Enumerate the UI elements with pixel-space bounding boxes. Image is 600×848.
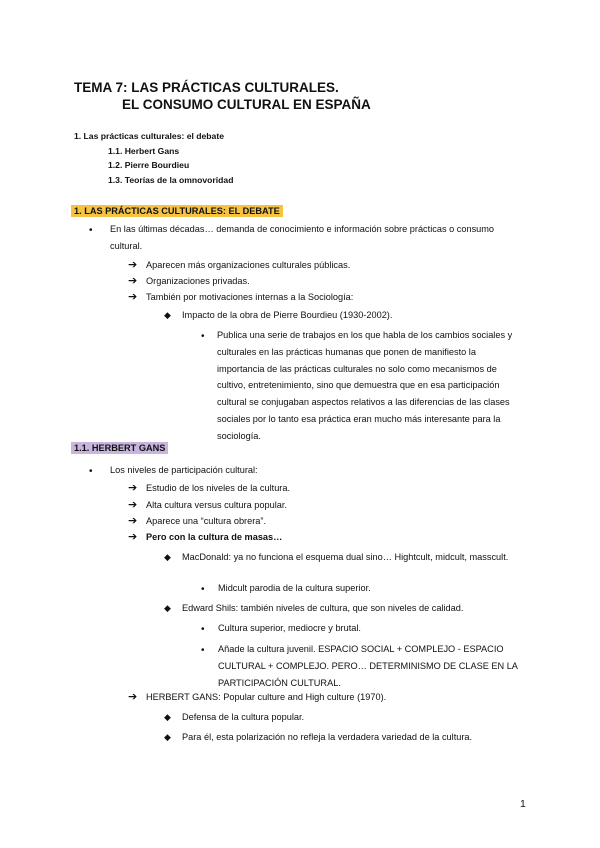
section-1-arrow-3: También por motivaciones internas a la Sociología:	[146, 292, 354, 302]
section-1-heading: 1. LAS PRÁCTICAS CULTURALES: EL DEBATE	[71, 205, 283, 217]
macdonald-text: MacDonald: ya no funciona el esquema dual sino… Hightcult, midcult, masscult.	[182, 552, 509, 562]
page-number: 1	[520, 798, 526, 810]
section-1-1-arrow-2: Alta cultura versus cultura popular.	[146, 500, 287, 510]
diamond-bullet-icon: ◆	[164, 310, 171, 320]
section-1-1-arrow-4: Pero con la cultura de masas…	[146, 532, 283, 542]
title-line-2: EL CONSUMO CULTURAL EN ESPAÑA	[122, 97, 371, 112]
arrow-icon: ➔	[128, 499, 138, 511]
bullet-icon: •	[201, 584, 205, 595]
diamond-bullet-icon: ◆	[164, 603, 171, 613]
arrow-icon: ➔	[128, 691, 138, 703]
shils-sub-1: Cultura superior, mediocre y brutal.	[218, 623, 361, 633]
section-1-1-heading: 1.1. HERBERT GANS	[71, 442, 168, 454]
bullet-icon: •	[201, 645, 205, 656]
arrow-icon: ➔	[128, 291, 138, 303]
section-1-1-bullet-text: Los niveles de participación cultural:	[110, 465, 258, 475]
midcult-text: Midcult parodia de la cultura superior.	[218, 583, 371, 593]
arrow-icon: ➔	[128, 259, 138, 271]
gans-arrow-text: HERBERT GANS: Popular culture and High culture (1970).	[146, 692, 387, 702]
section-1-sub-paragraph: Publica una serie de trabajos en los que habla de los cambios sociales y culturales en las prácticas humanas que ponen de manifiesto la importancia de las prácticas culturales no solo como mecanismos de cultivo, entretenimiento, sino que demuestra que en esa participación cultural se conjugaban aspectos relativos a las diferencias de las clases sociales por lo tanto esa práctica eran mucho más interesante para la sociología.	[217, 330, 513, 441]
bullet-icon: •	[89, 466, 93, 477]
bullet-icon: •	[89, 225, 93, 236]
gans-diamond-1: Defensa de la cultura popular.	[182, 712, 305, 722]
toc-item-1: 1. Las prácticas culturales: el debate	[74, 131, 224, 141]
gans-diamond-2: Para él, esta polarización no refleja la verdadera variedad de la cultura.	[182, 732, 473, 742]
diamond-bullet-icon: ◆	[164, 732, 171, 742]
shils-text: Edward Shils: también niveles de cultura, que son niveles de calidad.	[182, 603, 464, 613]
section-1-1-arrow-3: Aparece una “cultura obrera”.	[146, 516, 267, 526]
arrow-icon: ➔	[128, 275, 138, 287]
diamond-bullet-icon: ◆	[164, 712, 171, 722]
bullet-icon: •	[201, 624, 205, 635]
title-line-1: TEMA 7: LAS PRÁCTICAS CULTURALES.	[74, 80, 339, 95]
toc-item-1-1: 1.1. Herbert Gans	[108, 146, 180, 156]
section-1-arrow-2: Organizaciones privadas.	[146, 276, 250, 286]
diamond-bullet-icon: ◆	[164, 552, 171, 562]
arrow-icon: ➔	[128, 515, 138, 527]
toc-item-1-3: 1.3. Teorías de la omnovoridad	[108, 175, 234, 185]
section-1-diamond-text: Impacto de la obra de Pierre Bourdieu (1930-2002).	[182, 310, 393, 320]
arrow-icon: ➔	[128, 482, 138, 494]
bullet-icon: •	[201, 331, 205, 342]
section-1-arrow-1: Aparecen más organizaciones culturales públicas.	[146, 260, 351, 270]
toc-item-1-2: 1.2. Pierre Bourdieu	[108, 160, 190, 170]
section-1-1-arrow-1: Estudio de los niveles de la cultura.	[146, 483, 291, 493]
arrow-icon: ➔	[128, 531, 138, 543]
section-1-bullet-text: En las últimas décadas… demanda de conocimiento e información sobre prácticas o consumo cultural.	[110, 224, 495, 251]
shils-sub-2: Añade la cultura juvenil. ESPACIO SOCIAL + COMPLEJO - ESPACIO CULTURAL + COMPLEJO. PERO… DETERMINISMO DE CLASE EN LA PARTICIPACIÓN CULTURAL.	[218, 644, 518, 688]
